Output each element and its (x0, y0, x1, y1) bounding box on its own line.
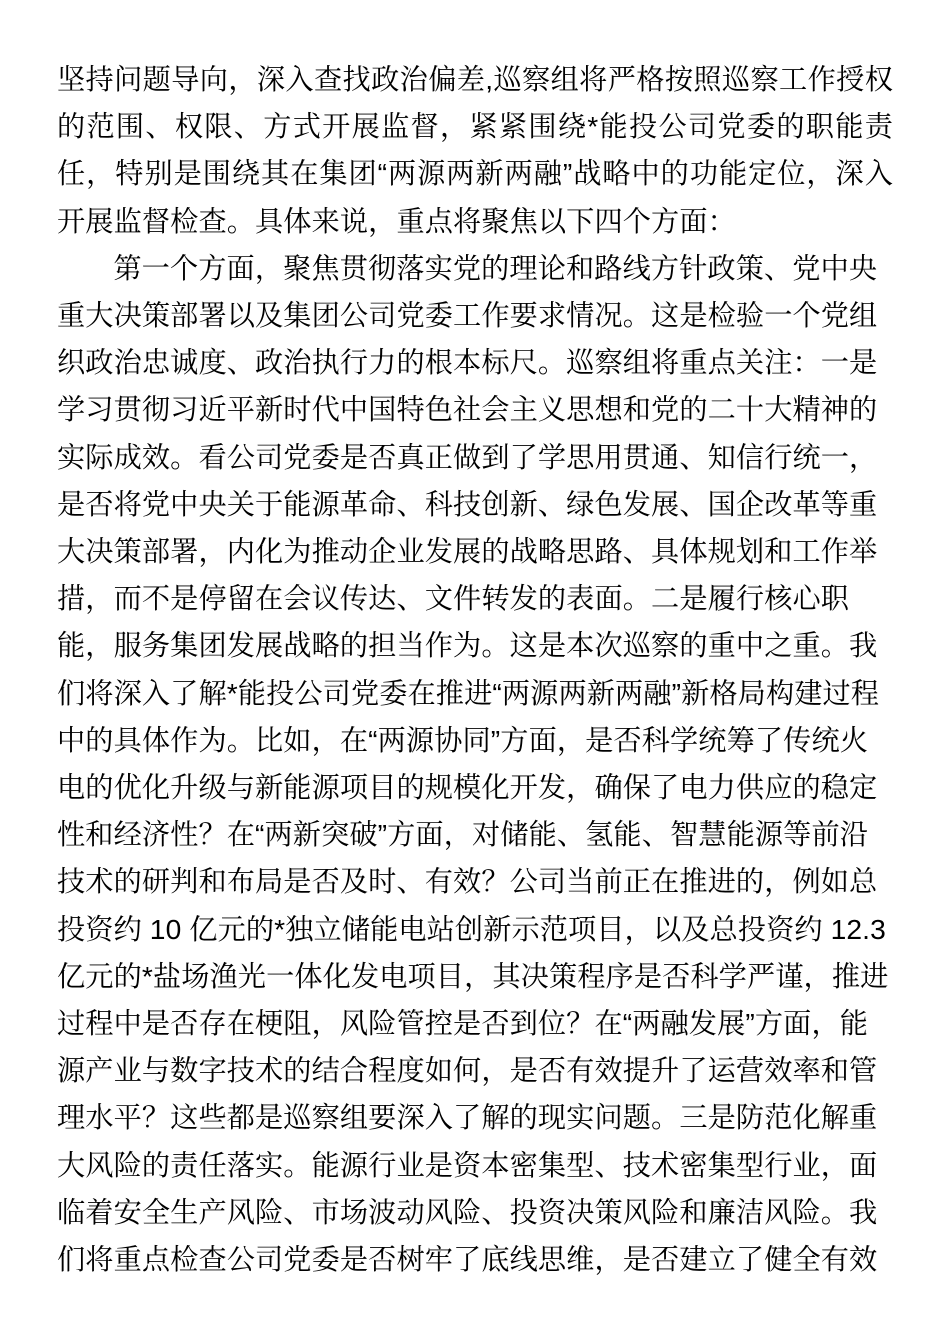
document-body (57, 56, 893, 1283)
paragraph-2: 第一个方面，聚焦贯彻落实党的理论和路线方针政策、党中央重大决策部署以及集团公司党委工作要求情况。这是检验一个党组织政治忠诚度、政治执行力的根本标尺。巡察组将重点关注：一是学习贯彻习近平新时代中国特色社会主义思想和党的二十大精神的实际成效。看公司党委是否真正做到了学思用贯通、知信行统一，是否将党中央关于能源革命、科技创新、绿色发展、国企改革等重大决策部署，内化为推动企业发展的战略思路、具体规划和工作举措，而不是停留在会议传达、文件转发的表面。二是履行核心职能，服务集团发展战略的担当作为。这是本次巡察的重中之重。我们将深入了解*能投公司党委在推进“两源两新两融”新格局构建过程中的具体作为。比如，在“两源协同”方面，是否科学统筹了传统火电的优化升级与新能源项目的规模化开发，确保了电力供应的稳定性和经济性？在“两新突破”方面，对储能、氢能、智慧能源等前沿技术的研判和布局是否及时、有效？公司当前正在推进的，例如总投资约 10 亿元的*独立储能电站创新示范项目，以及总投资约 12.3 亿元的*盐场渔光一体化发电项目，其决策程序是否科学严谨，推进过程中是否存在梗阻，风险管控是否到位？在“两融发展”方面，能源产业与数字技术的结合程度如何，是否有效提升了运营效率和管理水平？这些都是巡察组要深入了解的现实问题。三是防范化解重大风险的责任落实。能源行业是资本密集型、技术密集型行业，面临着安全生产风险、市场波动风险、投资决策风险和廉洁风险。我们将重点检查公司党委是否树牢了底线思维，是否建立了健全有效 (57, 251, 889, 1276)
paragraph-1: 坚持问题导向，深入查找政治偏差,巡察组将严格按照巡察工作授权的范围、权限、方式开展监督，紧紧围绕*能投公司党委的职能责任，特别是围绕其在集团“两源两新两融”战略中的功能定位，深入开展监督检查。具体来说，重点将聚焦以下四个方面： (57, 63, 893, 237)
